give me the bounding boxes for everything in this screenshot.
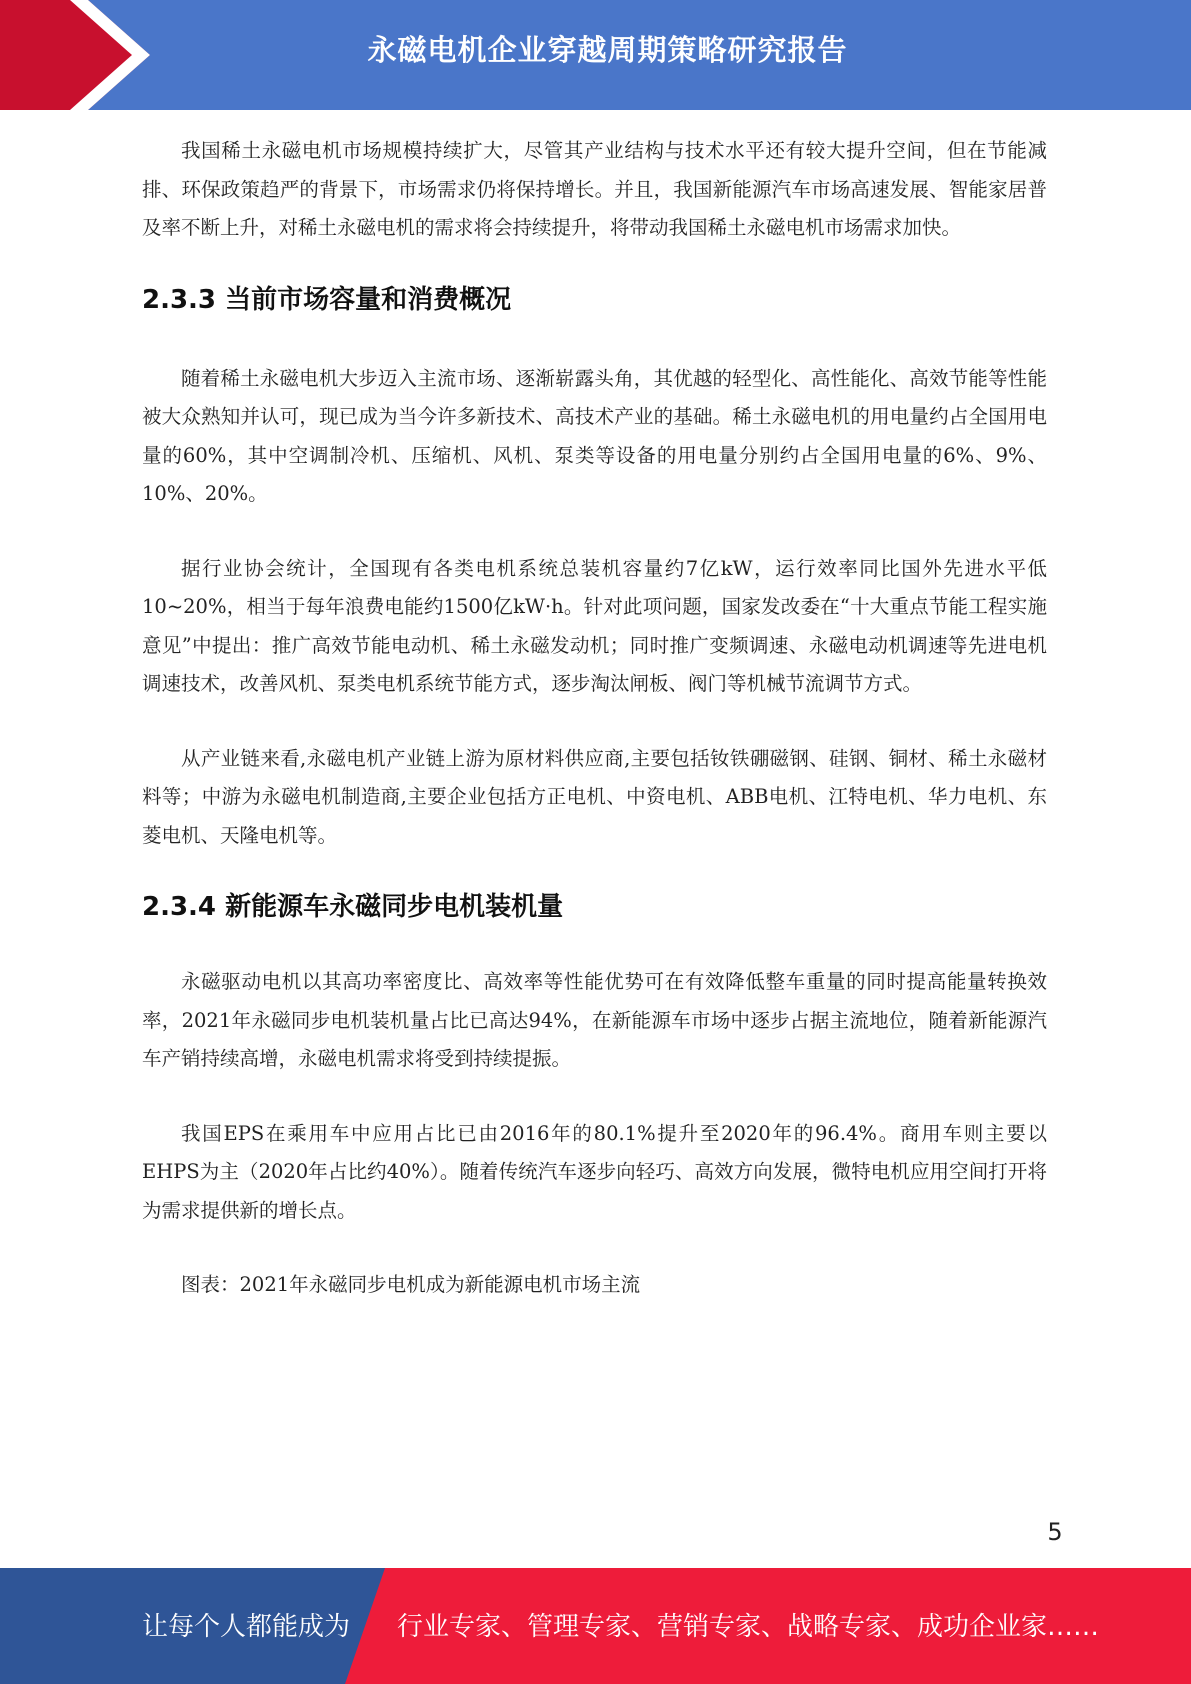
paragraph-consumption-overview: 随着稀土永磁电机大步迈入主流市场、逐渐崭露头角，其优越的轻型化、高性能化、高效节能等性能被大众熟知并认可，现已成为当今许多新技术、高技术产业的基础。稀土永磁电机的用电量约占全国用电量的60%，其中空调制冷机、压缩机、风机、泵类等设备的用电量分别约占全国用电量的6%、9%、10%、20%。 (142, 366, 1047, 505)
footer-slogan-left: 让每个人都能成为 (142, 1612, 351, 1642)
paragraph-industry-chain: 从产业链来看,永磁电机产业链上游为原材料供应商,主要包括钕铁硼磁钢、硅钢、铜材、稀土永磁材料等；中游为永磁电机制造商,主要企业包括方正电机、中资电机、ABB电机、江特电机、华力电机、东菱电机、天隆电机等。 (142, 746, 1047, 847)
heading-2-3-3: 2.3.3 当前市场容量和消费概况 (142, 284, 512, 315)
page-header (0, 0, 1191, 110)
heading-2-3-4: 2.3.4 新能源车永磁同步电机装机量 (142, 892, 564, 922)
paragraph-drive-motor: 永磁驱动电机以其高功率密度比、高效率等性能优势可在有效降低整车重量的同时提高能量转换效率，2021年永磁同步电机装机量占比已高达94%，在新能源车市场中逐步占据主流地位，随着新能源汽车产销持续高增，永磁电机需求将受到持续提振。 (142, 970, 1047, 1070)
paragraph-industry-statistics: 据行业协会统计，全国现有各类电机系统总装机容量约7亿kW，运行效率同比国外先进水平低10~20%，相当于每年浪费电能约1500亿kW·h。针对此项问题，国家发改委在“十大重点节能工程实施意见”中提出：推广高效节能电动机、稀土永磁发动机；同时推广变频调速、永磁电动机调速等先进电机调速技术，改善风机、泵类电机系统节能方式，逐步淘汰闸板、阀门等机械节流调节方式。 (142, 556, 1047, 695)
paragraph-market-scale: 我国稀土永磁电机市场规模持续扩大，尽管其产业结构与技术水平还有较大提升空间，但在节能减排、环保政策趋严的背景下，市场需求仍将保持增长。并且，我国新能源汽车市场高速发展、智能家居普及率不断上升，对稀土永磁电机的需求将会持续提升，将带动我国稀土永磁电机市场需求加快。 (142, 139, 1047, 239)
paragraph-eps: 我国EPS在乘用车中应用占比已由2016年的80.1%提升至2020年的96.4%。商用车则主要以EHPS为主（2020年占比约40%）。随着传统汽车逐步向轻巧、高效方向发展，微特电机应用空间打开将为需求提供新的增长点。 (142, 1121, 1047, 1222)
figure-caption: 图表：2021年永磁同步电机成为新能源电机市场主流 (181, 1273, 641, 1296)
page-number: 5 (1047, 1518, 1063, 1546)
report-body (142, 132, 1047, 1305)
page-footer (0, 1568, 1191, 1684)
report-title: 永磁电机企业穿越周期策略研究报告 (367, 33, 848, 67)
footer-slogan-right: 行业专家、管理专家、营销专家、战略专家、成功企业家…… (397, 1612, 1100, 1642)
